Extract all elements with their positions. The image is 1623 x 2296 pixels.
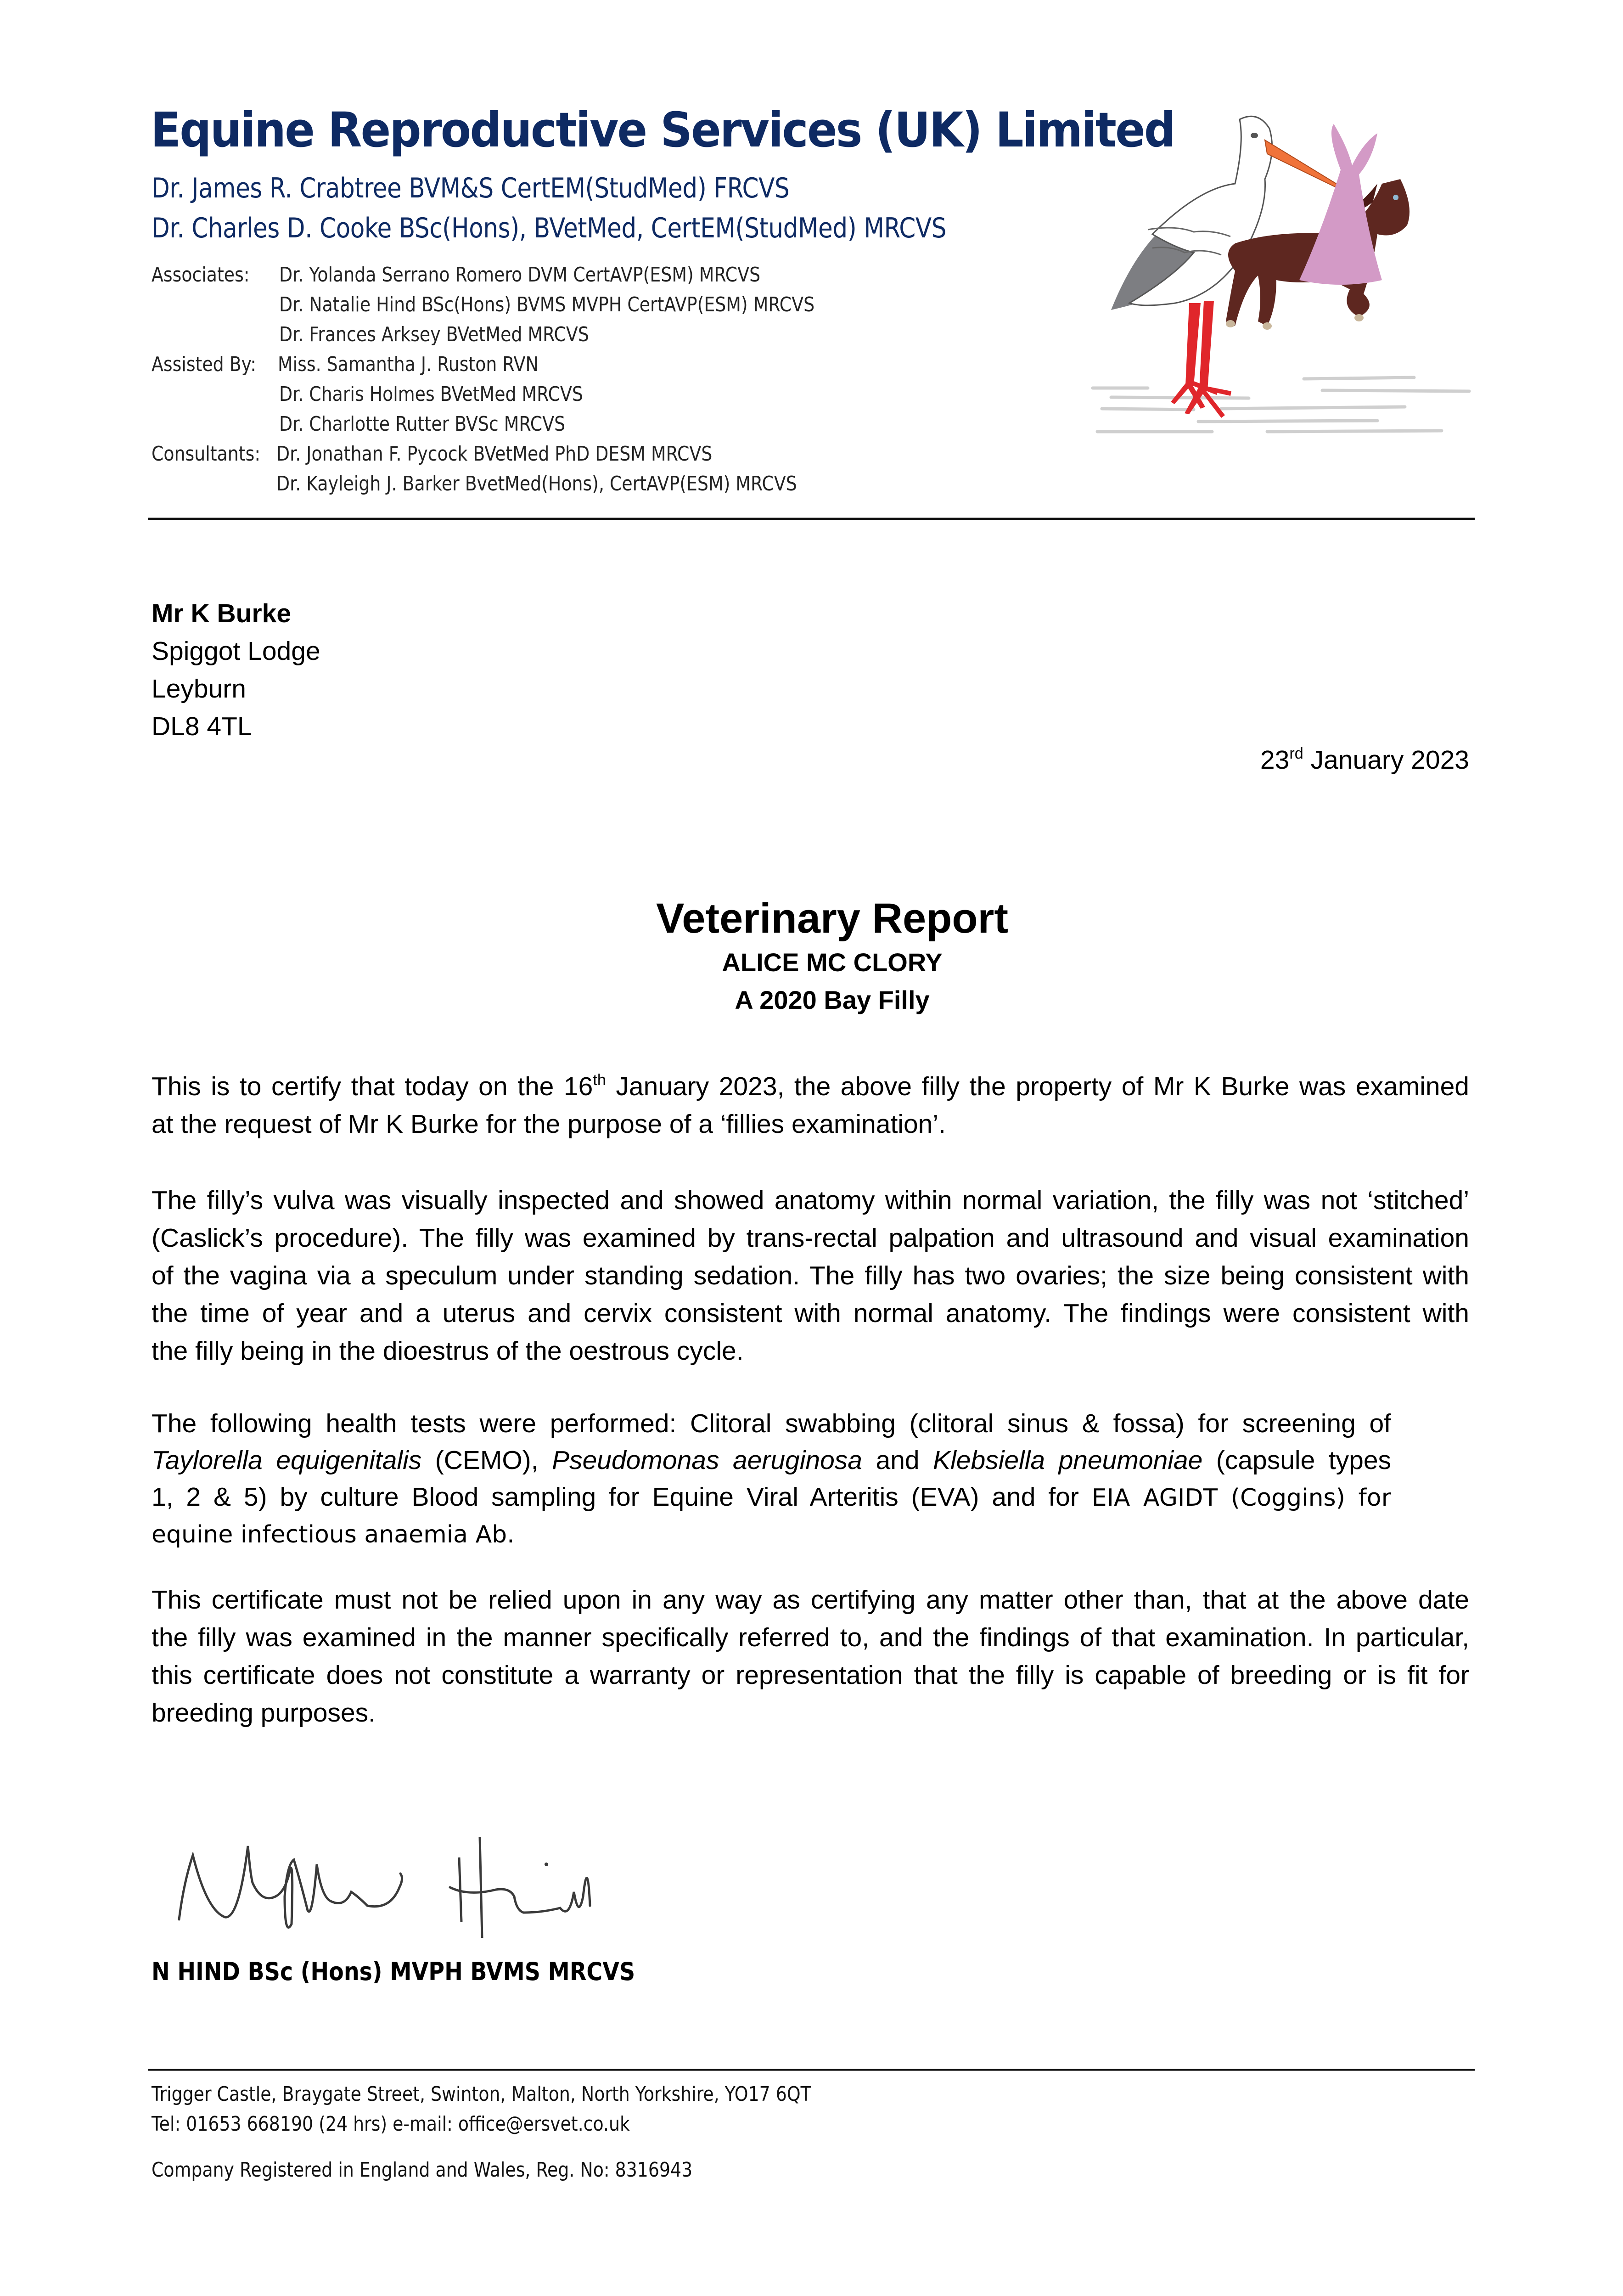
report-title: Veterinary Report [656, 895, 1008, 942]
staff-name: Dr. Yolanda Serrano Romero DVM CertAVP(ESM) MRCVS [279, 263, 761, 287]
footer-address: Trigger Castle, Braygate Street, Swinton, Malton, North Yorkshire, YO17 6QT [152, 2082, 811, 2106]
paragraph-health-tests: The following health tests were performed: Clitoral swabbing (clitoral sinus & fossa) for screening of Taylorella equigenitalis (CEMO), Pseudomonas aeruginosa and Klebsiella pneumoniae (capsule types 1, 2 & 5) by culture Blood sampling for Equine Viral Arteritis (EVA) and for EIA AGIDT (Coggins) for equine infectious anaemia Ab. [152, 1409, 1392, 1548]
staff-role-label: Associates: [152, 263, 250, 287]
letter-date: 23rd January 2023 [1260, 744, 1469, 775]
company-name: Equine Reproductive Services (UK) Limited [151, 102, 1175, 158]
paragraph-certification: This is to certify that today on the 16th January 2023, the above filly the property of Mr K Burke was examined at the request of Mr K Burke for the purpose of a ‘fillies examination’. [152, 1071, 1469, 1139]
signatory-name: N HIND BSc (Hons) MVPH BVMS MRCVS [152, 1957, 635, 1986]
staff-name: Dr. Jonathan F. Pycock BVetMed PhD DESM MRCVS [276, 442, 713, 466]
horse-description: A 2020 Bay Filly [735, 985, 930, 1014]
staff-name: Dr. Frances Arksey BVetMed MRCVS [279, 323, 589, 346]
staff-name: Dr. Kayleigh J. Barker BvetMed(Hons), CertAVP(ESM) MRCVS [276, 472, 797, 495]
staff-name: Dr. Charis Holmes BVetMed MRCVS [279, 383, 583, 406]
paragraph-examination-findings: The filly’s vulva was visually inspected and showed anatomy within normal variation, the filly was not ‘stitched’ (Caslick’s procedure). The filly was examined by trans-rectal palpation and ultrasound and visual examination of the vagina via a speculum under standing sedation. The filly has two ovaries; the size being consistent with the time of year and a uterus and cervix consistent with normal anatomy. The findings were consistent with the filly being in the dioestrus of the oestrous cycle. [152, 1186, 1469, 1366]
footer-divider [148, 2069, 1475, 2071]
staff-role-label: Assisted By: [152, 353, 257, 376]
staff-name: Dr. Charlotte Rutter BVSc MRCVS [279, 412, 566, 436]
staff-role-label: Consultants: [152, 442, 261, 466]
staff-name: Dr. Natalie Hind BSc(Hons) BVMS MVPH CertAVP(ESM) MRCVS [279, 293, 815, 316]
address-line: Leyburn [152, 674, 246, 703]
staff-name: Miss. Samantha J. Ruston RVN [278, 353, 539, 376]
stork-carrying-foal-icon [1084, 115, 1478, 441]
recipient-name: Mr K Burke [152, 599, 292, 628]
report-heading [0, 893, 1623, 1019]
footer-registration: Company Registered in England and Wales, Reg. No: 8316943 [152, 2158, 693, 2182]
principal-vet-1: Dr. James R. Crabtree BVM&S CertEM(StudMed) FRCVS [152, 172, 790, 204]
footer-contact: Tel: 01653 668190 (24 hrs) e-mail: office@ersvet.co.uk [152, 2112, 630, 2136]
paragraph-disclaimer: This certificate must not be relied upon in any way as certifying any matter other than, that at the above date the filly was examined in the manner specifically referred to, and the findings of that examination. In particular, this certificate does not constitute a warranty or representation that the filly is capable of breeding or is fit for breeding purposes. [152, 1585, 1469, 1728]
recipient-address [152, 595, 320, 745]
horse-name: ALICE MC CLORY [722, 948, 943, 977]
address-line: Spiggot Lodge [152, 636, 320, 666]
handwritten-signature [174, 1828, 748, 1947]
address-line: DL8 4TL [152, 712, 252, 741]
principal-vet-2: Dr. Charles D. Cooke BSc(Hons), BVetMed, CertEM(StudMed) MRCVS [152, 212, 947, 244]
header-divider [148, 518, 1475, 520]
